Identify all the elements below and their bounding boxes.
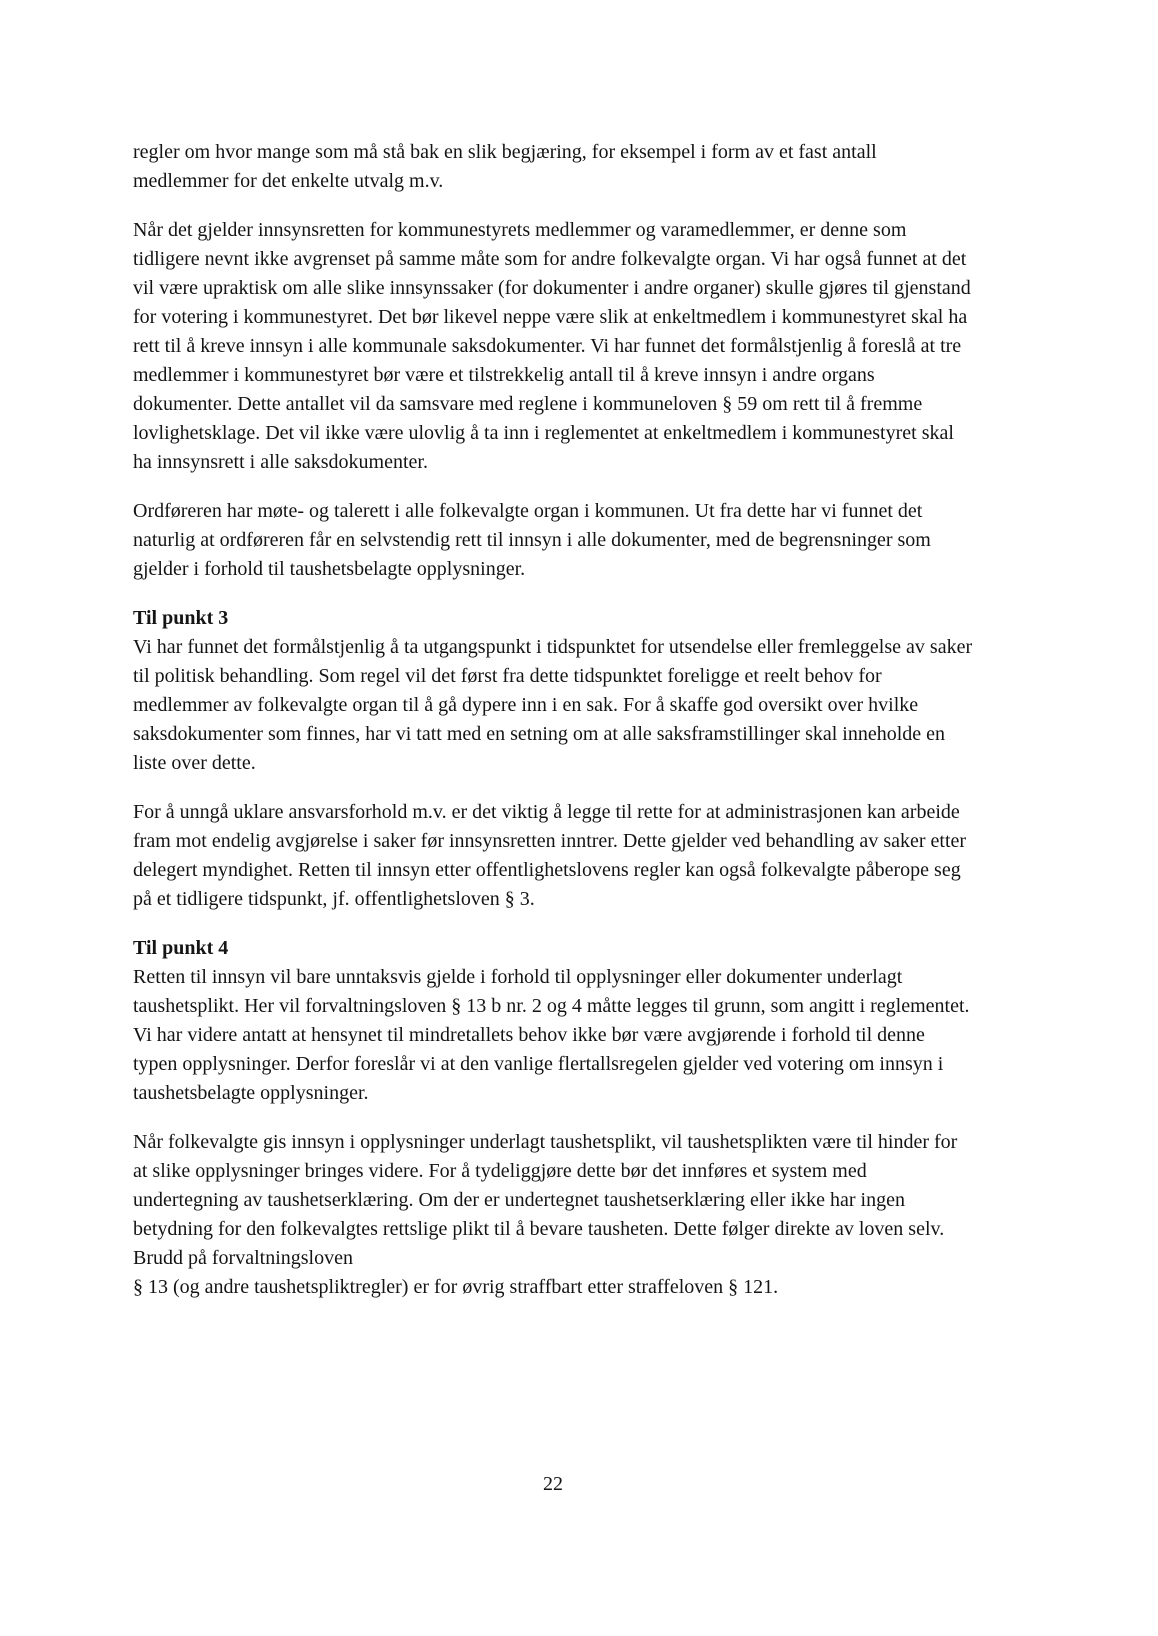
paragraph: Retten til innsyn vil bare unntaksvis gjelde i forhold til opplysninger eller dokumenter underlagt taushetsplikt. Her vil forvaltningsloven § 13 b nr. 2 og 4 måtte legges til grunn, som angitt i reglementet. Vi har videre antatt at hensynet til mindretallets behov ikke bør være avgjørende i forhold til denne typen opplysninger. Derfor foreslår vi at den vanlige flertallsregelen gjelder ved votering om innsyn i taushetsbelagte opplysninger. <box>133 966 970 1104</box>
paragraph <box>133 1128 973 1302</box>
document-content <box>133 138 973 1322</box>
section-heading-til-punkt-4: Til punkt 4 <box>133 937 229 959</box>
paragraph: For å unngå uklare ansvarsforhold m.v. er det viktig å legge til rette for at administrasjonen kan arbeide fram mot endelig avgjørelse i saker før innsynsretten inntrer. Dette gjelder ved behandling av saker etter delegert myndighet. Retten til innsyn etter offentlighetslovens regler kan også folkevalgte påberope seg på et tidligere tidspunkt, jf. offentlighetsloven § 3. <box>133 801 967 910</box>
paragraph-text: Når folkevalgte gis innsyn i opplysninger underlagt taushetsplikt, vil taushetsplikten være til hinder for at slike opplysninger bringes videre. For å tydeliggjøre dette bør det innføres et system med undertegning av taushetserklæring. Om der er undertegnet taushetserklæring eller ikke har ingen betydning for den folkevalgtes rettslige plikt til å bevare tausheten. Dette følger direkte av loven selv. Brudd på forvaltningsloven <box>133 1131 958 1269</box>
paragraph: Vi har funnet det formålstjenlig å ta utgangspunkt i tidspunktet for utsendelse eller fremleggelse av saker til politisk behandling. Som regel vil det først fra dette tidspunktet foreligge et reelt behov for medlemmer av folkevalgte organ til å gå dypere inn i en sak. For å skaffe god oversikt over hvilke saksdokumenter som finnes, har vi tatt med en setning om at alle saksframstillinger skal inneholde en liste over dette. <box>133 636 973 774</box>
paragraph-text-line2: § 13 (og andre taushetspliktregler) er for øvrig straffbart etter straffeloven § 121. <box>133 1276 779 1298</box>
paragraph: regler om hvor mange som må stå bak en slik begjæring, for eksempel i form av et fast antall medlemmer for det enkelte utvalg m.v. <box>133 141 877 192</box>
page-number: 22 <box>543 1473 563 1495</box>
paragraph: Ordføreren har møte- og talerett i alle folkevalgte organ i kommunen. Ut fra dette har vi funnet det naturlig at ordføreren får en selvstendig rett til innsyn i alle dokumenter, med de begrensninger som gjelder i forhold til taushetsbelagte opplysninger. <box>133 500 931 580</box>
paragraph: Når det gjelder innsynsretten for kommunestyrets medlemmer og varamedlemmer, er denne som tidligere nevnt ikke avgrenset på samme måte som for andre folkevalgte organ. Vi har også funnet at det vil være upraktisk om alle slike innsynssaker (for dokumenter i andre organer) skulle gjøres til gjenstand for votering i kommunestyret. Det bør likevel neppe være slik at enkeltmedlem i kommunestyret skal ha rett til å kreve innsyn i alle kommunale saksdokumenter. Vi har funnet det formålstjenlig å foreslå at tre medlemmer i kommunestyret bør være et tilstrekkelig antall til å kreve innsyn i andre organs dokumenter. Dette antallet vil da samsvare med reglene i kommuneloven § 59 om rett til å fremme lovlighetsklage. Det vil ikke være ulovlig å ta inn i reglementet at enkeltmedlem i kommunestyret skal ha innsynsrett i alle saksdokumenter. <box>133 219 971 473</box>
section-heading-til-punkt-3: Til punkt 3 <box>133 607 229 629</box>
